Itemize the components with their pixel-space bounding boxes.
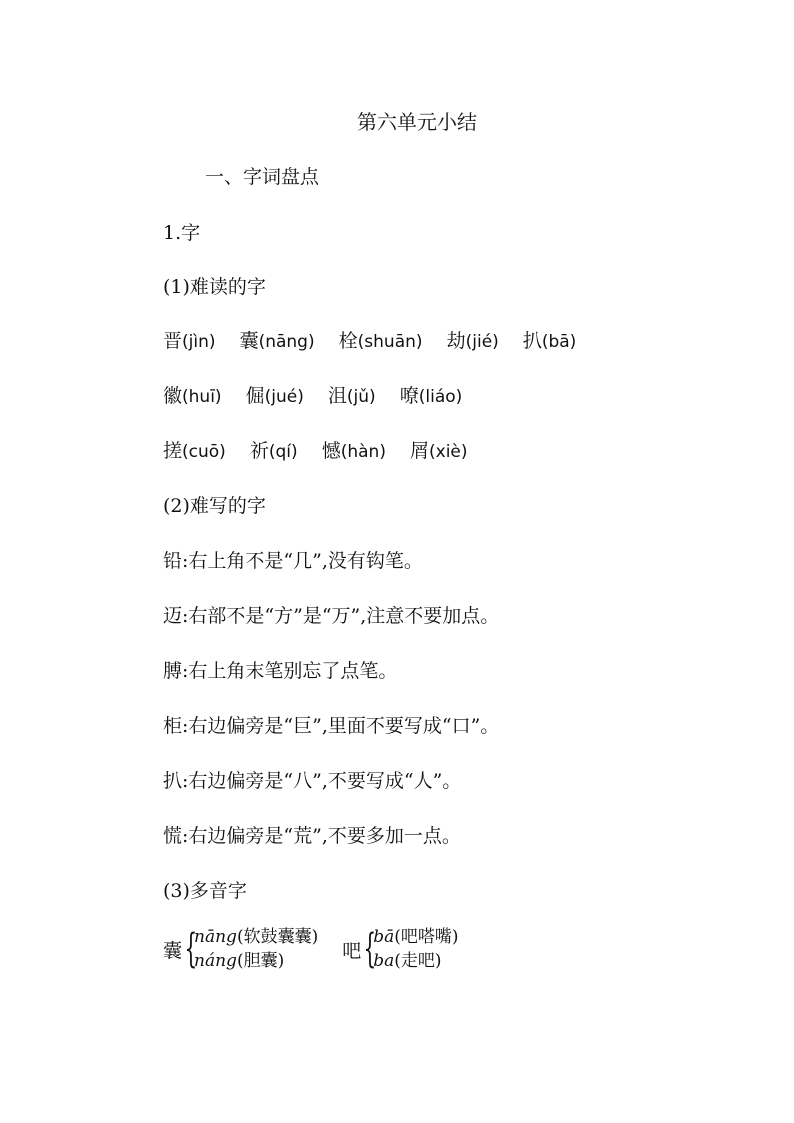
reading-list — [194, 925, 318, 973]
page-title: 第六单元小结 — [357, 110, 477, 134]
hard-write-item: 膊:右上角末笔别忘了点笔。 — [163, 660, 398, 682]
hard-read-row — [163, 381, 480, 408]
char-pinyin: 徽(huī) — [163, 385, 222, 407]
char-pinyin: 祈(qí) — [249, 440, 298, 462]
char-pinyin: 晋(jìn) — [163, 330, 216, 352]
polyphone-entry — [342, 925, 458, 973]
hard-write-item: 迈:右部不是“方”是“万”,注意不要加点。 — [163, 605, 500, 627]
brace-icon: { — [184, 926, 198, 972]
polyphone-char: 吧 — [342, 939, 362, 962]
polyphone-heading: (3)多音字 — [163, 880, 247, 902]
brace-icon: { — [363, 926, 377, 972]
hard-write-heading: (2)难写的字 — [163, 495, 266, 517]
char-pinyin: 栓(shuān) — [338, 330, 423, 352]
polyphone-char: 囊 — [163, 939, 183, 962]
char-pinyin: 憾(hàn) — [321, 440, 386, 462]
reading-item: ba(走吧) — [373, 951, 442, 971]
reading-list — [373, 925, 458, 973]
char-pinyin: 倔(jué) — [245, 385, 304, 407]
polyphone-list — [163, 925, 459, 973]
hard-write-item: 柜:右边偏旁是“巨”,里面不要写成“口”。 — [163, 715, 500, 737]
polyphone-entry — [163, 925, 318, 973]
hard-read-heading: (1)难读的字 — [163, 276, 266, 298]
char-pinyin: 沮(jǔ) — [327, 385, 376, 407]
char-pinyin: 囊(nāng) — [239, 330, 315, 352]
char-pinyin: 屑(xiè) — [410, 440, 468, 462]
hard-read-row — [163, 326, 594, 353]
hard-write-item: 铅:右上角不是“几”,没有钩笔。 — [163, 550, 423, 572]
reading-item: bā(吧嗒嘴) — [373, 927, 459, 947]
section-heading: 一、字词盘点 — [205, 166, 320, 188]
reading-item: náng(胆囊) — [194, 951, 285, 971]
char-pinyin: 嘹(liáo) — [399, 385, 463, 407]
reading-item: nāng(软鼓囊囊) — [194, 927, 319, 947]
char-pinyin: 搓(cuō) — [163, 440, 226, 462]
hard-write-item: 慌:右边偏旁是“荒”,不要多加一点。 — [163, 825, 461, 847]
char-pinyin: 扒(bā) — [522, 330, 577, 352]
hard-read-row — [163, 436, 486, 463]
subsection-heading: 1.字 — [163, 222, 201, 244]
hard-write-item: 扒:右边偏旁是“八”,不要写成“人”。 — [163, 770, 462, 792]
char-pinyin: 劫(jié) — [446, 330, 499, 352]
